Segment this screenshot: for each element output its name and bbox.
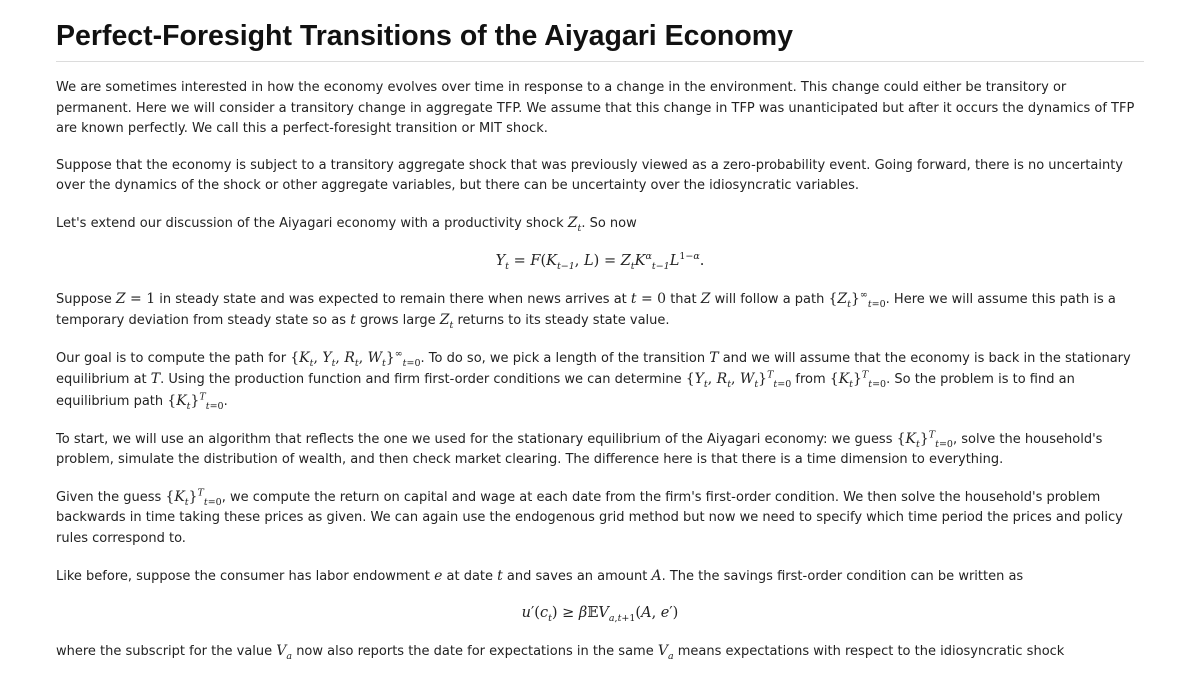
math-inline: $Z_t$ — [567, 214, 582, 234]
text-span: . So the problem is to find an equilibrium path — [56, 372, 1075, 409]
text-span: Let's extend our discussion of the Aiyagari economy with a productivity shock — [56, 215, 568, 231]
text-span: . Here we will assume this path is a temporary deviation from steady state so as — [56, 291, 1116, 329]
text-span: now also reports the date for expectations in the same — [292, 644, 658, 660]
math-inline: A — [651, 567, 662, 584]
math-inline: $\{K_t\}^T_{t=0}$ — [829, 369, 887, 391]
paragraph-steady-state — [56, 289, 1144, 332]
text-span: To start, we will use an algorithm that reflects the one we used for the stationary equilibrium of the Aiyagari economy: we guess — [56, 431, 897, 447]
text-span: in steady state and was expected to remain there when news arrives at — [155, 291, 631, 307]
article-body — [56, 18, 1144, 679]
math-inline: Z = 1 — [115, 290, 156, 307]
text-span: means expectations with respect to the idiosyncratic shock — [673, 644, 1065, 660]
text-span: . The the savings first-order condition can be written as — [661, 568, 1024, 584]
text-span: . Using the production function and firm first-order conditions we can determine — [160, 372, 686, 388]
math-inline: t — [497, 567, 503, 584]
math-inline: {$K_t$, $Y_t$, $R_t$, $W_t\}^\infty_{t=0}$ — [290, 348, 421, 369]
text-span: , we compute the return on capital and wage at each date from the firm's first-order condition. We then solve the household's problem backwards in time taking these prices as given. We can again use the endogenous grid method but now we need to specify which time period the prices and policy rules correspond to. — [56, 489, 1123, 546]
equation-production-function: $Y_t = F(K_{t-1}$, $L) = Z_tK^\alpha_{t-1}L^{1-\alpha}$. — [495, 250, 705, 272]
text-span: that — [666, 291, 701, 307]
text-span: will follow a path — [710, 291, 829, 307]
math-inline: $\{K_t\}^T_{t=0}$ — [896, 428, 953, 450]
math-inline: {$Y_t$, $R_t$, $W_t\}^T_{t=0}$ — [685, 369, 792, 391]
paragraph-guess — [56, 487, 1144, 550]
math-inline: $V_a$ — [657, 643, 674, 662]
math-inline: t — [350, 312, 356, 329]
math-inline: T — [709, 349, 719, 366]
math-inline: $Z_t$ — [439, 312, 454, 331]
text-span: returns to its steady state value. — [453, 313, 670, 329]
math-inline: $\{K_t\}^T_{t=0}$ — [165, 487, 222, 508]
text-span: Given the guess — [56, 489, 166, 505]
text-span: . So now — [581, 215, 637, 231]
paragraph-shock-assumption: Suppose that the economy is subject to a transitory aggregate shock that was previously viewed as a zero-probability event. Going forward, there is no uncertainty over the dynamics of the shock or other aggregate variables, but there can be uncertainty over the idiosyncratic variables. — [56, 157, 1123, 194]
text-span: . To do so, we pick a length of the transition — [420, 350, 710, 366]
text-span: , solve the household's problem, simulate the distribution of wealth, and then check market clearing. The difference here is that there is a time dimension to everything. — [56, 431, 1103, 468]
text-span: grows large — [355, 313, 440, 329]
math-inline: e — [434, 567, 443, 584]
math-inline: $V_a$ — [276, 643, 293, 662]
text-span: Suppose — [56, 291, 116, 307]
math-inline: T — [150, 371, 161, 388]
text-span: Our goal is to compute the path for — [56, 350, 291, 366]
math-inline: $\{K_t\}^T_{t=0}$ — [167, 391, 224, 412]
paragraph-productivity-shock — [56, 213, 1144, 235]
text-span: Like before, suppose the consumer has labor endowment — [56, 568, 435, 584]
math-inline: t = 0 — [630, 290, 667, 307]
equation-euler: $u'(c_t)$ ≥ β𝔼V$_{a,t+1}$(A, e′) — [521, 605, 679, 624]
text-span: and saves an amount — [502, 568, 652, 584]
text-span: where the subscript for the value — [56, 644, 277, 660]
text-span: . — [223, 393, 228, 409]
text-span: at date — [442, 568, 498, 584]
text-span: from — [791, 372, 830, 388]
text-span: and we will assume that the economy is back in the stationary equilibrium at — [56, 350, 1131, 388]
paragraph-value-subscript — [56, 641, 1144, 663]
math-inline: $\{Z_t\}^\infty_{t=0}$ — [828, 288, 886, 310]
paragraph-goal — [56, 348, 1144, 413]
paragraph-consumer — [56, 566, 1144, 588]
paragraph-algorithm — [56, 429, 1144, 471]
page-title: Perfect-Foresight Transitions of the Aiyagari Economy — [56, 18, 1144, 62]
math-inline: Z — [700, 290, 711, 307]
paragraph-intro: We are sometimes interested in how the economy evolves over time in response to a change in the environment. This change could either be transitory or permanent. Here we will consider a transitory change in aggregate TFP. We assume that this change in TFP was unanticipated but after it occurs the dynamics of TFP are known perfectly. We call this a perfect-foresight transition or MIT shock. — [56, 80, 1135, 137]
